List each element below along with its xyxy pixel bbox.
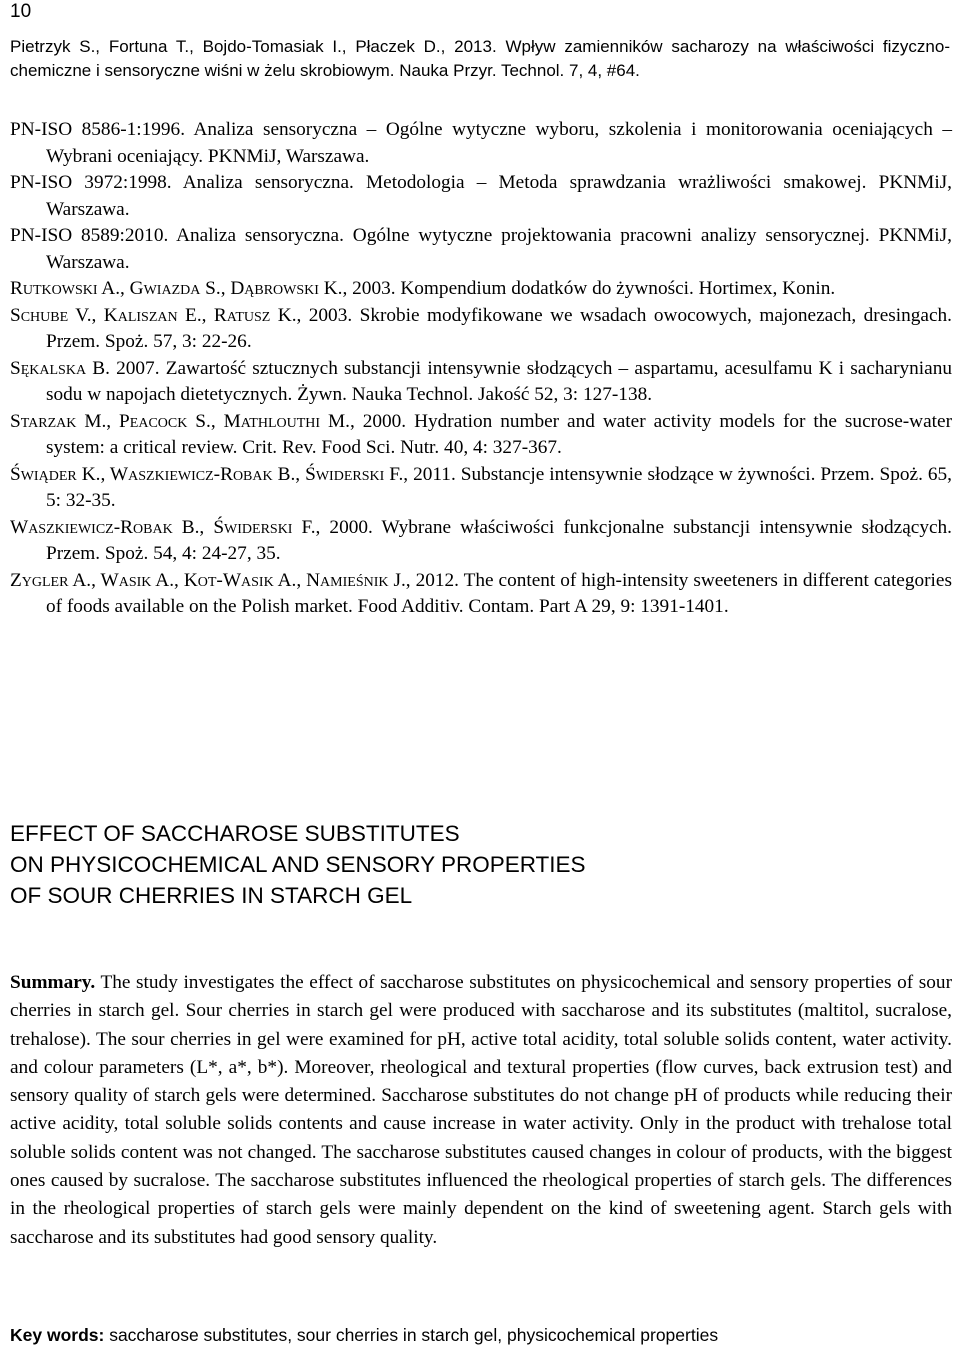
reference-details: 2007. Zawartość sztucznych substancji intensywnie słodzących – aspartamu, acesulfamu K i sacharynianu sodu w napojach dietetycznych. Żywn. Nauka Technol. Jakość 52, 3: 127-138. <box>46 357 952 405</box>
reference-item: PN-ISO 8589:2010. Analiza sensoryczna. Ogólne wytyczne projektowania pracowni analizy sensorycznej. PKNMiJ, Warszawa. <box>10 225 952 273</box>
english-title-line: OF SOUR CHERRIES IN STARCH GEL <box>10 883 413 908</box>
keywords-label: Key words: <box>10 1325 105 1345</box>
keywords-line <box>10 1322 952 1348</box>
reference-authors: Zygler A., Wasik A., Kot-Wasik A., Namieśnik J. <box>10 569 406 591</box>
reference-authors: Sękalska B. <box>10 357 110 379</box>
reference-details: , 2003. Skrobie modyfikowane we wsadach owocowych, majonezach, dresingach. Przem. Spoż. 57, 3: 22-26. <box>46 304 952 352</box>
reference-list <box>10 117 952 621</box>
page-number: 10 <box>10 1 32 22</box>
reference-item <box>10 568 952 621</box>
reference-authors: Waszkiewicz-Robak B., Świderski F. <box>10 516 316 538</box>
reference-item <box>10 356 952 409</box>
reference-details: , 2011. Substancje intensywnie słodzące w żywności. Przem. Spoż. 65, 5: 32-35. <box>46 463 952 511</box>
reference-item: PN-ISO 3972:1998. Analiza sensoryczna. Metodologia – Metoda sprawdzania wrażliwości smakowej. PKNMiJ, Warszawa. <box>10 172 952 220</box>
english-title <box>10 818 950 911</box>
reference-details: , 2000. Hydration number and water activity models for the sucrose-water system: a critical review. Crit. Rev. Food Sci. Nutr. 40, 4: 327-367. <box>46 410 952 458</box>
running-citation: Pietrzyk S., Fortuna T., Bojdo-Tomasiak I., Płaczek D., 2013. Wpływ zamienników sacharozy na właściwości fizyczno-chemiczne i sensoryczne wiśni w żelu skrobiowym. Nauka Przyr. Technol. 7, 4, #64. <box>10 37 950 80</box>
keywords-text: saccharose substitutes, sour cherries in starch gel, physicochemical properties <box>104 1325 719 1345</box>
reference-authors: Rutkowski A., Gwiazda S., Dąbrowski K. <box>10 278 343 299</box>
reference-authors: Schube V., Kaliszan E., Ratusz K. <box>10 304 297 326</box>
reference-item <box>10 515 952 568</box>
english-title-line: EFFECT OF SACCHAROSE SUBSTITUTES <box>10 821 460 846</box>
english-title-line: ON PHYSICOCHEMICAL AND SENSORY PROPERTIES <box>10 852 586 877</box>
reference-details: , 2012. The content of high-intensity sweeteners in different categories of foods available on the Polish market. Food Additiv. Contam. Part A 29, 9: 1391-1401. <box>46 569 952 617</box>
reference-item: PN-ISO 8586-1:1996. Analiza sensoryczna – Ogólne wytyczne wyboru, szkolenia i monitorowania oceniających – Wybrani oceniający. PKNMiJ, Warszawa. <box>10 119 952 167</box>
reference-details: , 2000. Wybrane właściwości funkcjonalne substancji intensywnie słodzących. Przem. Spoż. 54, 4: 24-27, 35. <box>46 516 952 564</box>
summary-label: Summary. <box>10 972 96 993</box>
reference-item <box>10 462 952 515</box>
reference-details: , 2003. Kompendium dodatków do żywności. Hortimex, Konin. <box>342 278 836 299</box>
reference-authors: Świąder K., Waszkiewicz-Robak B., Świderski F. <box>10 463 404 485</box>
summary-paragraph <box>10 969 952 1252</box>
reference-item <box>10 276 952 303</box>
summary-text: The study investigates the effect of saccharose substitutes on physicochemical and sensory properties of sour cherries in starch gel. Sour cherries in starch gel were produced with saccharose and its substitutes (maltitol, sucralose, trehalose). The sour cherries in gel were examined for pH, active total acidity, total soluble solids content, water activity. and colour parameters (L*, a*, b*). Moreover, rheological and textural properties (flow curves, back extrusion test) and sensory quality of starch gels were determined. Saccharose substitutes do not change pH of products while reducing their active acidity, total soluble solids contents and cause increase in water activity. Only in the product with trehalose total soluble solids content was not changed. The saccharose substitutes caused changes in colour of products, with the biggest ones caused by sucralose. The saccharose substitutes influenced the rheological properties of starch gels. The differences in the rheological properties of starch gels were mainly dependent on the kind of sweetening agent. Starch gels with saccharose and its substitutes had good sensory quality. <box>10 972 952 1248</box>
reference-authors: Starzak M., Peacock S., Mathlouthi M. <box>10 410 350 432</box>
reference-item <box>10 303 952 356</box>
reference-item <box>10 409 952 462</box>
